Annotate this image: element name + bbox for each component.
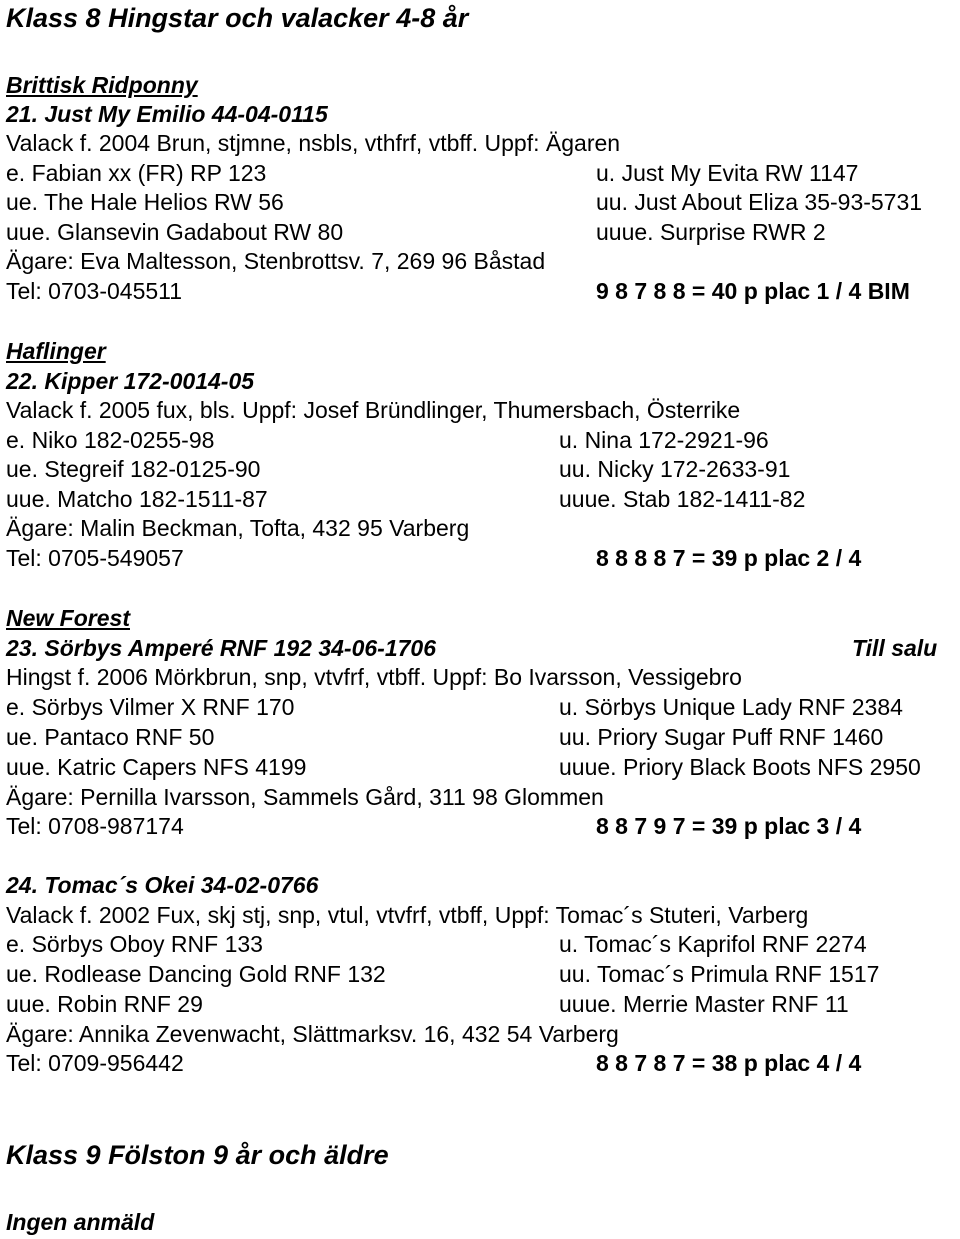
dam-line: u. Just My Evita RW 1147 [596,160,859,186]
sire-line: uue. Glansevin Gadabout RW 80 [6,219,344,245]
class-8-heading [6,0,960,36]
dam-line: uu. Just About Eliza 35-93-5731 [596,189,923,215]
horse-title: 22. Kipper 172-0014-05 [6,368,255,394]
horse-21-owner [6,246,960,276]
sire-line: e. Fabian xx (FR) RP 123 [6,160,267,186]
breed-name: Brittisk Ridponny [6,72,198,98]
sire-line: ue. Pantaco RNF 50 [6,724,215,750]
tel-line: Tel: 0705-549057 [6,545,184,571]
dam-line: uuue. Surprise RWR 2 [596,219,826,245]
sire-line: e. Sörbys Vilmer X RNF 170 [6,694,295,720]
score-line: 8 8 7 8 7 = 38 p plac 4 / 4 [596,1050,862,1076]
score-line: 8 8 8 8 7 = 39 p plac 2 / 4 [596,545,862,571]
class-8-heading-text: Klass 8 Hingstar och valacker 4-8 år [6,3,469,33]
class-9-heading-text: Klass 9 Fölston 9 år och äldre [6,1140,389,1170]
horse-23-pedigree-row-2 [6,722,960,752]
horse-22-title-row [6,366,960,396]
horse-21-pedigree-row-2 [6,187,960,217]
sire-line: ue. Stegreif 182-0125-90 [6,456,261,482]
horse-21-description [6,128,960,158]
score-line: 9 8 7 8 8 = 40 p plac 1 / 4 BIM [596,278,910,304]
dam-line: uu. Tomac´s Primula RNF 1517 [559,961,880,987]
horse-21-pedigree-row-1 [6,158,960,188]
horse-title: 21. Just My Emilio 44-04-0115 [6,101,328,127]
horse-21-title-row [6,99,960,129]
horse-22-tel-score-row [6,543,960,573]
sire-line: uue. Katric Capers NFS 4199 [6,754,307,780]
horse-24-owner [6,1019,960,1049]
horse-22-pedigree-row-3 [6,484,960,514]
dam-line: uu. Nicky 172-2633-91 [559,456,791,482]
dam-line: u. Sörbys Unique Lady RNF 2384 [559,694,903,720]
horse-24-pedigree-row-2 [6,959,960,989]
dam-line: u. Nina 172-2921-96 [559,427,769,453]
horse-description: Valack f. 2002 Fux, skj stj, snp, vtul, vtvfrf, vtbff, Uppf: Tomac´s Stuteri, Varberg [6,902,809,928]
dam-line: uuue. Stab 182-1411-82 [559,486,806,512]
no-entries-note: Ingen anmäld [6,1209,155,1235]
tel-line: Tel: 0708-987174 [6,813,184,839]
horse-23-pedigree-row-1 [6,692,960,722]
horse-23-tel-score-row [6,811,960,841]
horse-24-pedigree-row-3 [6,989,960,1019]
owner-line: Ägare: Annika Zevenwacht, Slättmarksv. 16, 432 54 Varberg [6,1021,619,1047]
dam-line: uuue. Priory Black Boots NFS 2950 [559,754,921,780]
horse-24-description [6,900,960,930]
sire-line: uue. Matcho 182-1511-87 [6,486,268,512]
horse-24-tel-score-row [6,1048,960,1078]
score-line: 8 8 7 9 7 = 39 p plac 3 / 4 [596,813,862,839]
sire-line: uue. Robin RNF 29 [6,991,203,1017]
horse-24-pedigree-row-1 [6,929,960,959]
dam-line: u. Tomac´s Kaprifol RNF 2274 [559,931,867,957]
horse-description: Hingst f. 2006 Mörkbrun, snp, vtvfrf, vtbff. Uppf: Bo Ivarsson, Vessigebro [6,664,742,690]
horse-23-pedigree-row-3 [6,752,960,782]
for-sale-tag: Till salu [852,635,938,661]
tel-line: Tel: 0709-956442 [6,1050,184,1076]
breed-heading-haflinger [6,336,960,366]
sire-line: e. Niko 182-0255-98 [6,427,215,453]
horse-21-pedigree-row-3 [6,217,960,247]
dam-line: uu. Priory Sugar Puff RNF 1460 [559,724,884,750]
dam-line: uuue. Merrie Master RNF 11 [559,991,849,1017]
horse-21-tel-score-row [6,276,960,306]
owner-line: Ägare: Eva Maltesson, Stenbrottsv. 7, 269 96 Båstad [6,248,546,274]
horse-23-title-row [6,633,960,663]
owner-line: Ägare: Pernilla Ivarsson, Sammels Gård, 311 98 Glommen [6,784,604,810]
sire-line: e. Sörbys Oboy RNF 133 [6,931,263,957]
horse-22-pedigree-row-1 [6,425,960,455]
breed-heading-brittisk-ridponny [6,70,960,100]
tel-line: Tel: 0703-045511 [6,278,183,304]
horse-title: 23. Sörbys Amperé RNF 192 34-06-1706 [6,635,436,661]
horse-23-description [6,662,960,692]
horse-description: Valack f. 2005 fux, bls. Uppf: Josef Bründlinger, Thumersbach, Österrike [6,397,741,423]
sire-line: ue. The Hale Helios RW 56 [6,189,284,215]
class-9-note-row [6,1207,960,1237]
breed-name: New Forest [6,605,130,631]
owner-line: Ägare: Malin Beckman, Tofta, 432 95 Varberg [6,515,470,541]
horse-22-pedigree-row-2 [6,454,960,484]
horse-22-owner [6,513,960,543]
sire-line: ue. Rodlease Dancing Gold RNF 132 [6,961,386,987]
breed-heading-new-forest [6,603,960,633]
horse-24-title-row [6,870,960,900]
horse-description: Valack f. 2004 Brun, stjmne, nsbls, vthfrf, vtbff. Uppf: Ägaren [6,130,621,156]
horse-23-owner [6,782,960,812]
breed-name: Haflinger [6,338,106,364]
horse-22-description [6,395,960,425]
class-9-heading [6,1137,960,1173]
horse-title: 24. Tomac´s Okei 34-02-0766 [6,872,319,898]
